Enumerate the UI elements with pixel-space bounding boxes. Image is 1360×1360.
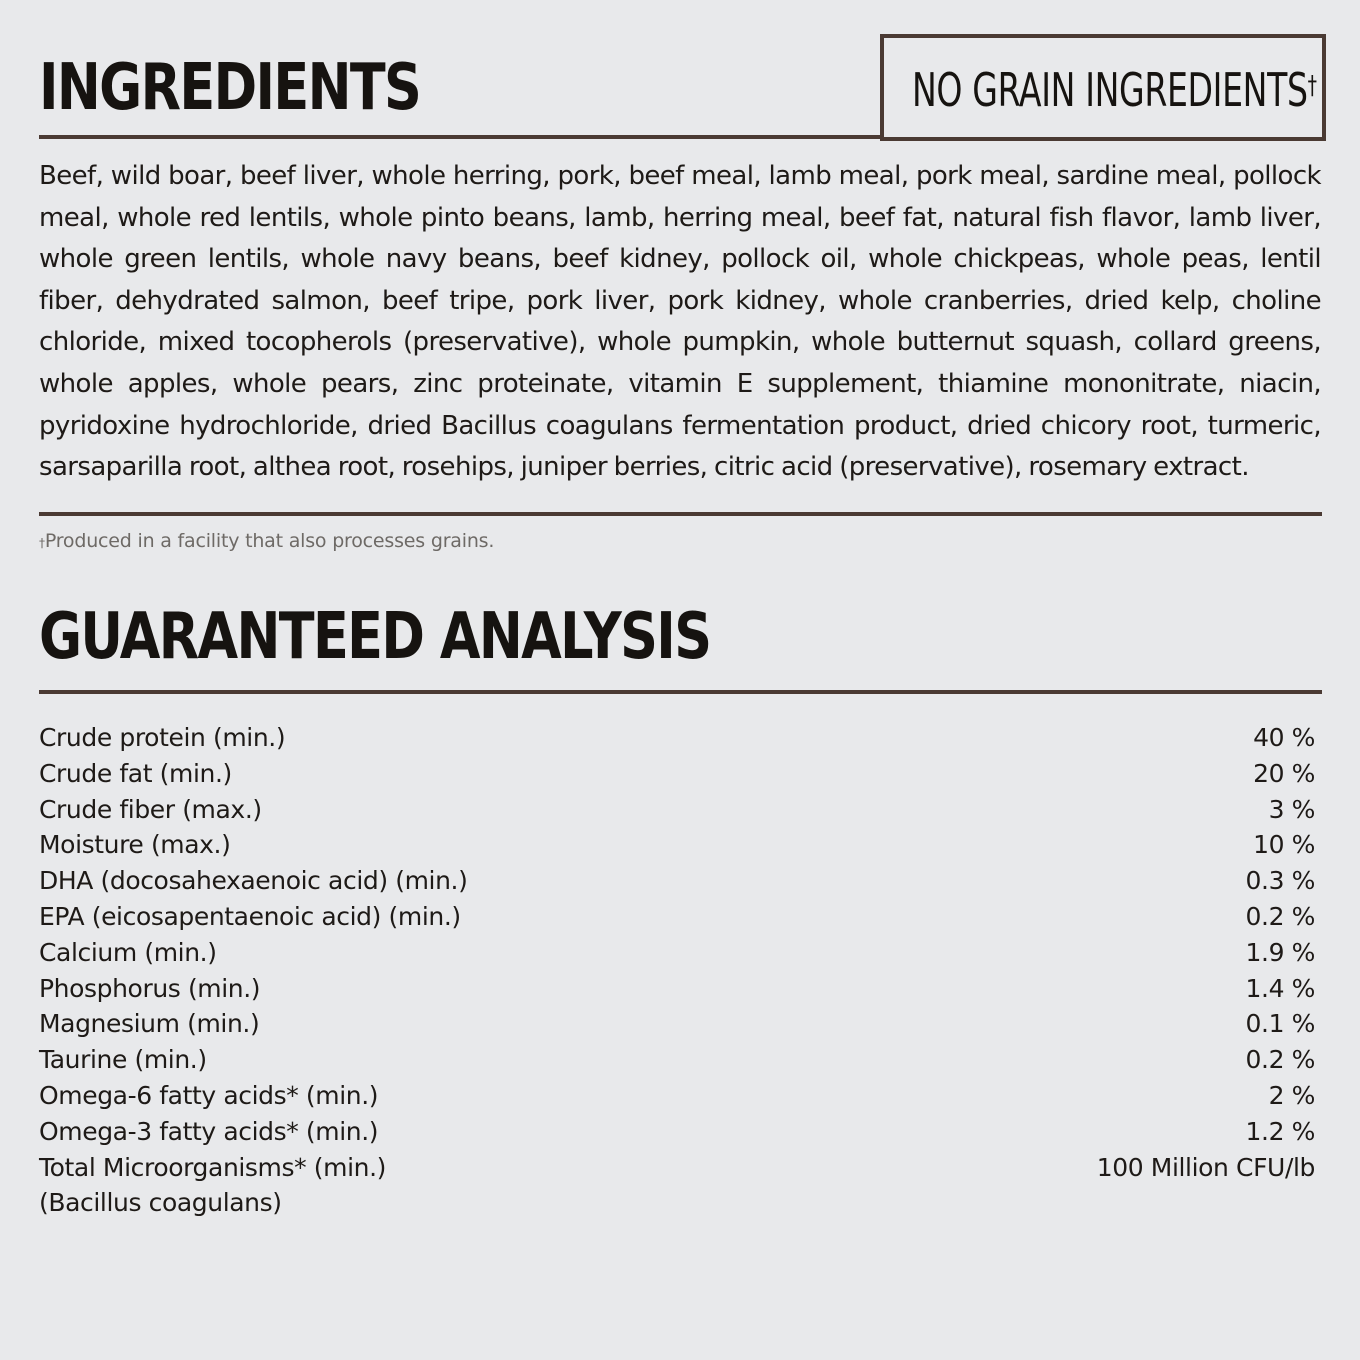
analysis-value: 10 % (1253, 830, 1315, 860)
analysis-row (39, 1006, 1315, 1042)
analysis-row (39, 1078, 1315, 1114)
analysis-label: Omega-3 fatty acids* (min.) (39, 1116, 379, 1146)
analysis-value: 20 % (1253, 758, 1315, 788)
analysis-label: Taurine (min.) (39, 1045, 207, 1075)
analysis-label: Crude fiber (max.) (39, 794, 262, 824)
ingredients-heading: INGREDIENTS (39, 51, 421, 125)
no-grain-badge-label: NO GRAIN INGREDIENTS (912, 63, 1308, 117)
analysis-label: Crude protein (min.) (39, 723, 286, 752)
analysis-row (39, 792, 1315, 828)
no-grain-badge-text (912, 64, 1317, 116)
analysis-row (39, 1042, 1315, 1078)
analysis-value: 0.3 % (1245, 866, 1315, 896)
analysis-divider (39, 690, 1322, 694)
analysis-value: 0.2 % (1245, 1045, 1315, 1075)
footnote-text: Produced in a facility that also processes grains. (44, 530, 495, 552)
analysis-value: 1.2 % (1245, 1116, 1315, 1146)
analysis-label: Crude fat (min.) (39, 758, 232, 788)
analysis-label: Omega-6 fatty acids* (min.) (39, 1080, 379, 1110)
analysis-value: 1.4 % (1245, 973, 1315, 1003)
analysis-label: EPA (eicosapentaenoic acid) (min.) (39, 901, 461, 931)
ingredients-list: Beef, wild boar, beef liver, whole herring, pork, beef meal, lamb meal, pork meal, sardine meal, pollock meal, whole red lentils, whole pinto beans, lamb, herring meal, beef fat, natural fish flavor, lamb liver, whole green lentils, whole navy beans, beef kidney, pollock oil, whole chickpeas, whole peas, lentil fiber, dehydrated salmon, beef tripe, pork liver, pork kidney, whole cranberries, dried kelp, choline chloride, mixed tocopherols (preservative), whole pumpkin, whole butternut squash, collard greens, whole apples, whole pears, zinc proteinate, vitamin E supplement, thiamine mononitrate, niacin, pyridoxine hydrochloride, dried Bacillus coagulans fermentation product, dried chicory root, turmeric, sarsaparilla root, althea root, rosehips, juniper berries, citric acid (preservative), rosemary extract. (39, 161, 1321, 483)
analysis-label-group (39, 1150, 386, 1222)
analysis-value: 100 Million CFU/lb (1096, 1152, 1315, 1182)
analysis-row (39, 863, 1315, 899)
analysis-label: Magnesium (min.) (39, 1009, 260, 1039)
analysis-row (39, 720, 1315, 756)
analysis-label: DHA (docosahexaenoic acid) (min.) (39, 866, 468, 896)
analysis-label: Phosphorus (min.) (39, 973, 261, 1003)
analysis-value: 3 % (1268, 794, 1315, 824)
dagger-mark: † (1307, 71, 1317, 101)
analysis-value: 0.2 % (1245, 901, 1315, 931)
analysis-row (39, 756, 1315, 792)
analysis-row (39, 935, 1315, 971)
analysis-sublabel: (Bacillus coagulans) (39, 1188, 282, 1218)
analysis-value: 1.9 % (1245, 937, 1315, 967)
analysis-label: Calcium (min.) (39, 937, 217, 967)
analysis-value: 0.1 % (1245, 1009, 1315, 1039)
no-grain-badge (880, 34, 1326, 141)
analysis-row (39, 971, 1315, 1007)
analysis-row (39, 827, 1315, 863)
guaranteed-analysis-heading: GUARANTEED ANALYSIS (39, 600, 711, 674)
analysis-row (39, 1114, 1315, 1150)
analysis-row (39, 899, 1315, 935)
analysis-label: Moisture (max.) (39, 830, 231, 860)
footnote-dagger-mark: † (39, 536, 45, 550)
analysis-table (39, 720, 1315, 1221)
ingredients-bottom-divider (39, 512, 1322, 516)
analysis-value: 2 % (1268, 1080, 1315, 1110)
analysis-row (39, 1150, 1315, 1222)
grain-footnote (39, 528, 494, 554)
analysis-value: 40 % (1253, 723, 1315, 752)
analysis-label: Total Microorganisms* (min.) (39, 1152, 386, 1182)
